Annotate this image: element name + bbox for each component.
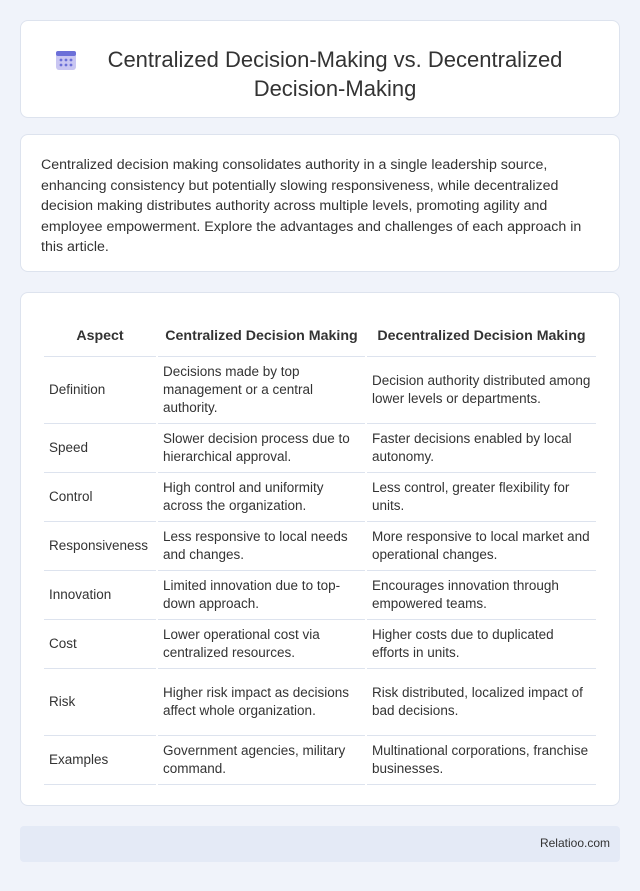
row-aspect: Cost xyxy=(44,620,156,669)
row-centralized: Higher risk impact as decisions affect whole organization. xyxy=(158,669,365,736)
row-decentralized: Multinational corporations, franchise businesses. xyxy=(367,736,596,785)
calendar-grid-icon xyxy=(55,49,77,71)
row-aspect: Speed xyxy=(44,424,156,473)
row-aspect: Innovation xyxy=(44,571,156,620)
row-decentralized: Risk distributed, localized impact of bad decisions. xyxy=(367,669,596,736)
intro-card xyxy=(20,134,620,272)
row-centralized: High control and uniformity across the organization. xyxy=(158,473,365,522)
row-decentralized: More responsive to local market and operational changes. xyxy=(367,522,596,571)
row-aspect: Control xyxy=(44,473,156,522)
table-row xyxy=(44,522,596,571)
header-centralized: Centralized Decision Making xyxy=(158,315,365,357)
intro-paragraph: Centralized decision making consolidates authority in a single leadership source, enhancing consistency but potentially slowing responsiveness, while decentralized decision making distributes authority across multiple levels, promoting agility and employee empowerment. Explore the advantages and challenges of each approach in this article. xyxy=(41,157,582,255)
table-row xyxy=(44,620,596,669)
table-header-row xyxy=(44,315,596,357)
comparison-table xyxy=(42,315,598,785)
row-aspect: Definition xyxy=(44,357,156,424)
row-decentralized: Decision authority distributed among lower levels or departments. xyxy=(367,357,596,424)
footer-brand: Relatioo.com xyxy=(539,836,610,850)
row-centralized: Decisions made by top management or a central authority. xyxy=(158,357,365,424)
title-card xyxy=(20,20,620,118)
row-aspect: Examples xyxy=(44,736,156,785)
page-title: Centralized Decision-Making vs. Decentralized Decision-Making xyxy=(107,47,563,101)
row-centralized: Limited innovation due to top-down approach. xyxy=(158,571,365,620)
row-aspect: Responsiveness xyxy=(44,522,156,571)
row-centralized: Lower operational cost via centralized resources. xyxy=(158,620,365,669)
header-aspect: Aspect xyxy=(44,315,156,357)
title-wrap xyxy=(21,45,619,103)
header-decentralized: Decentralized Decision Making xyxy=(367,315,596,357)
table-row xyxy=(44,571,596,620)
table-row xyxy=(44,424,596,473)
row-decentralized: Encourages innovation through empowered teams. xyxy=(367,571,596,620)
row-decentralized: Higher costs due to duplicated efforts in units. xyxy=(367,620,596,669)
row-centralized: Less responsive to local needs and changes. xyxy=(158,522,365,571)
table-row xyxy=(44,473,596,522)
table-row xyxy=(44,669,596,736)
table-row xyxy=(44,736,596,785)
table-row xyxy=(44,357,596,424)
row-aspect: Risk xyxy=(44,669,156,736)
footer xyxy=(20,826,620,862)
row-centralized: Slower decision process due to hierarchical approval. xyxy=(158,424,365,473)
row-centralized: Government agencies, military command. xyxy=(158,736,365,785)
comparison-card xyxy=(20,292,620,806)
row-decentralized: Less control, greater flexibility for units. xyxy=(367,473,596,522)
row-decentralized: Faster decisions enabled by local autonomy. xyxy=(367,424,596,473)
